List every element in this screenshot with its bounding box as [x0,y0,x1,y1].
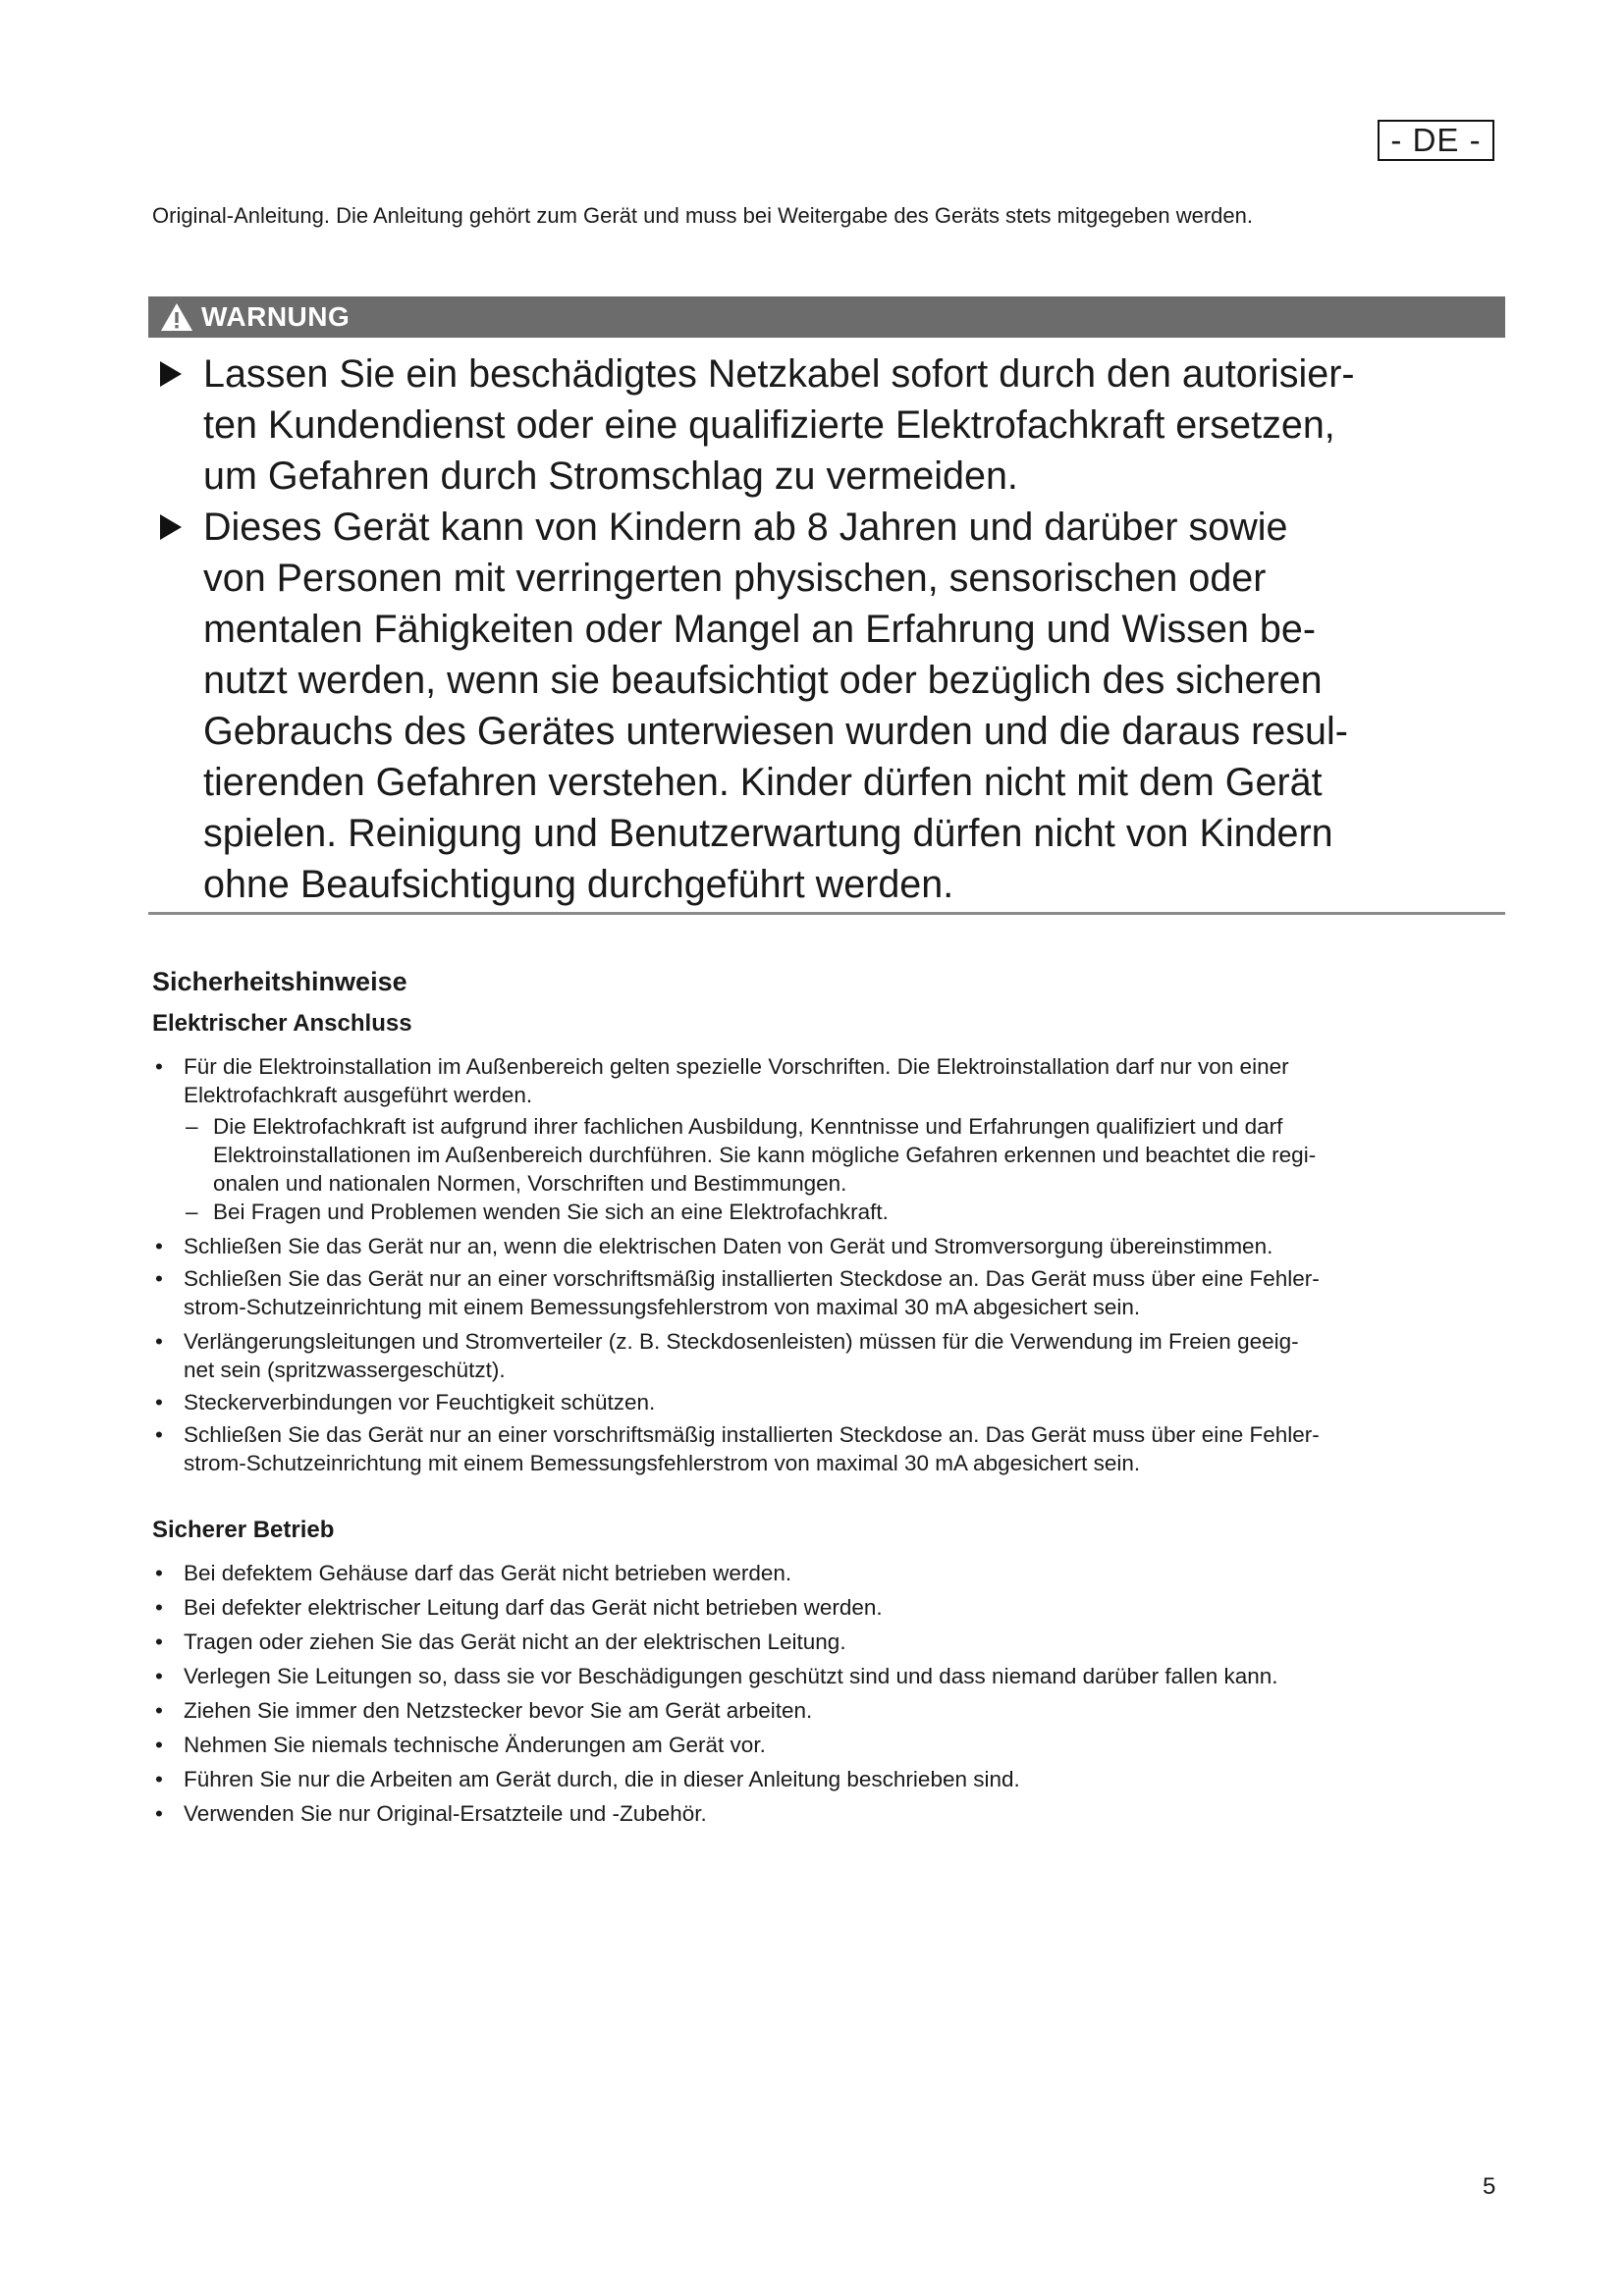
list-item [152,1559,1507,1587]
bullet-icon: • [155,1234,163,1258]
list-item [152,1593,1507,1622]
list-line: net sein (spritzwassergeschützt). [184,1358,506,1382]
bullet-icon: • [155,1629,163,1654]
list-item [152,1052,1507,1109]
warning-divider [148,912,1505,915]
sub-list-item [152,1112,1507,1198]
list-line: Bei Fragen und Problemen wenden Sie sich an eine Elektrofachkraft. [213,1200,889,1224]
list-item [152,1799,1507,1828]
section-title: Sicherheitshinweise [152,967,407,996]
arrow-right-icon [160,361,182,387]
list-item [152,1765,1507,1793]
list-line: Ziehen Sie immer den Netzstecker bevor Sie am Gerät arbeiten. [184,1698,813,1723]
bullet-icon: • [155,1561,163,1585]
list-line: strom-Schutzeinrichtung mit einem Bemessungsfehlerstrom von maximal 30 mA abgesichert sein. [184,1451,1141,1475]
list-line: Führen Sie nur die Arbeiten am Gerät durch, die in dieser Anleitung beschrieben sind. [184,1767,1020,1791]
bullet-icon: • [155,1266,163,1291]
bullet-icon: • [155,1767,163,1791]
warning-line: ohne Beaufsichtigung durchgeführt werden. [203,863,954,906]
list-line: Verlängerungsleitungen und Stromverteiler (z. B. Steckdosenleisten) müssen für die Verwendung im Freien geeig- [184,1329,1299,1354]
list-line: Verwenden Sie nur Original-Ersatzteile und -Zubehör. [184,1801,707,1826]
list-item [152,1420,1507,1477]
warning-title: WARNUNG [201,301,351,332]
warning-line: nutzt werden, wenn sie beaufsichtigt oder bezüglich des sicheren [203,659,1323,702]
bullet-icon: • [155,1698,163,1723]
list-line: Verlegen Sie Leitungen so, dass sie vor Beschädigungen geschützt sind und dass niemand darüber fallen kann. [184,1664,1278,1688]
list-item [152,1628,1507,1656]
warning-line: spielen. Reinigung und Benutzerwartung dürfen nicht von Kindern [203,812,1333,855]
bullet-icon: • [155,1422,163,1447]
list-line: Elektrofachkraft ausgeführt werden. [184,1083,533,1107]
bullet-icon: • [155,1329,163,1354]
warning-line: Gebrauchs des Gerätes unterwiesen wurden und die daraus resul- [203,710,1348,753]
warning-line: tierenden Gefahren verstehen. Kinder dürfen nicht mit dem Gerät [203,761,1323,804]
list-item [152,1327,1507,1384]
list-line: Die Elektrofachkraft ist aufgrund ihrer fachlichen Ausbildung, Kenntnisse und Erfahrungen qualifiziert und darf [213,1114,1283,1139]
intro-text: Original-Anleitung. Die Anleitung gehört zum Gerät und muss bei Weitergabe des Geräts stets mitgegeben werden. [152,203,1253,228]
dash-icon: – [186,1200,198,1224]
list-line: Schließen Sie das Gerät nur an einer vorschriftsmäßig installierten Steckdose an. Das Gerät muss über eine Fehler- [184,1422,1320,1447]
list-line: onalen und nationalen Normen, Vorschriften und Bestimmungen. [213,1171,847,1196]
list-item [152,1731,1507,1759]
list-line: Für die Elektroinstallation im Außenbereich gelten spezielle Vorschriften. Die Elektroinstallation darf nur von einer [184,1054,1289,1079]
warning-line: mentalen Fähigkeiten oder Mangel an Erfahrung und Wissen be- [203,608,1317,651]
bullet-icon: • [155,1595,163,1620]
electrical-list [152,1052,1507,1477]
list-line: Bei defekter elektrischer Leitung darf das Gerät nicht betrieben werden. [184,1595,883,1620]
warning-line: Lassen Sie ein beschädigtes Netzkabel sofort durch den autorisier- [203,352,1355,396]
list-line: Schließen Sie das Gerät nur an, wenn die elektrischen Daten von Gerät und Stromversorgung übereinstimmen. [184,1234,1273,1258]
bullet-icon: • [155,1664,163,1688]
operation-list [152,1559,1507,1828]
list-line: Steckerverbindungen vor Feuchtigkeit schützen. [184,1390,656,1415]
warning-line: um Gefahren durch Stromschlag zu vermeiden. [203,454,1018,498]
list-item [152,1264,1507,1321]
subsection-title-operation: Sicherer Betrieb [152,1517,335,1543]
warning-header [148,296,1505,338]
page-number: 5 [1483,2173,1496,2200]
list-line: Nehmen Sie niemals technische Änderungen am Gerät vor. [184,1733,766,1757]
bullet-icon: • [155,1801,163,1826]
bullet-icon: • [155,1390,163,1415]
sub-list-item [152,1198,1507,1226]
list-line: Elektroinstallationen im Außenbereich durchführen. Sie kann mögliche Gefahren erkennen und beachtet die regi- [213,1143,1317,1167]
subsection-title-electrical: Elektrischer Anschluss [152,1010,412,1037]
list-item [152,1388,1507,1416]
list-line: Schließen Sie das Gerät nur an einer vorschriftsmäßig installierten Steckdose an. Das Gerät muss über eine Fehler- [184,1266,1320,1291]
bullet-icon: • [155,1733,163,1757]
bullet-icon: • [155,1054,163,1079]
list-item [152,1662,1507,1690]
dash-icon: – [186,1114,198,1139]
list-item [152,1232,1507,1260]
language-badge: - DE - [1378,120,1494,161]
list-line: strom-Schutzeinrichtung mit einem Bemessungsfehlerstrom von maximal 30 mA abgesichert sein. [184,1295,1141,1319]
warning-item [148,502,1505,910]
warning-triangle-icon [160,302,193,332]
warning-line: von Personen mit verringerten physischen, sensorischen oder [203,557,1267,600]
warning-line: Dieses Gerät kann von Kindern ab 8 Jahren und darüber sowie [203,506,1288,549]
warning-item [148,348,1505,502]
warning-body [148,348,1505,910]
warning-line: ten Kundendienst oder eine qualifizierte Elektrofachkraft ersetzen, [203,403,1335,447]
list-item [152,1696,1507,1725]
list-line: Tragen oder ziehen Sie das Gerät nicht an der elektrischen Leitung. [184,1629,846,1654]
list-line: Bei defektem Gehäuse darf das Gerät nicht betrieben werden. [184,1561,792,1585]
arrow-right-icon [160,514,182,540]
